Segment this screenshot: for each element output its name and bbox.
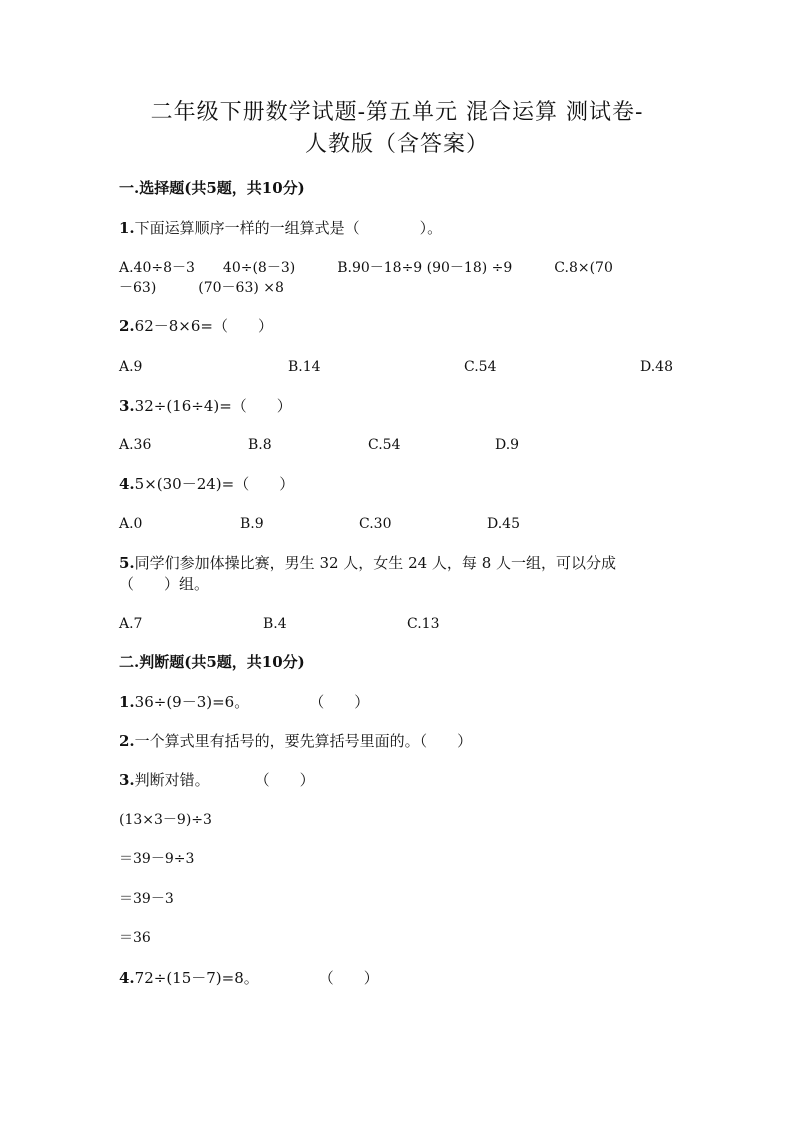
- calculation-step: (13×3－9)÷3: [119, 812, 212, 828]
- question-2: [119, 316, 273, 336]
- question-5: [119, 553, 616, 573]
- judgement-3: [119, 770, 315, 790]
- option-b: B.8: [248, 437, 272, 453]
- option-d: D.9: [495, 437, 520, 453]
- question-number: 5.: [119, 554, 135, 572]
- page-title-line-2: 人教版（含答案）: [304, 132, 489, 157]
- question-number: 4.: [119, 969, 135, 987]
- calculation-step: ＝36: [119, 930, 151, 946]
- question-number: 3.: [119, 771, 135, 789]
- question-text: 一个算式里有括号的，要先算括号里面的。（ ）: [134, 732, 473, 750]
- option-a: A.0: [119, 516, 143, 532]
- option-c: C.13: [407, 616, 440, 632]
- question-text: 下面运算顺序一样的一组算式是（ ）。: [134, 219, 443, 237]
- question-4: [119, 474, 294, 494]
- question-text: 同学们参加体操比赛，男生 32 人，女生 24 人，每 8 人一组，可以分成: [134, 554, 617, 572]
- option-d: D.45: [487, 516, 520, 532]
- section-heading-choice: 一.选择题(共5题，共10分): [119, 179, 305, 197]
- question-number: 1.: [119, 693, 135, 711]
- option-a: A.7: [119, 616, 143, 632]
- calculation-step: ＝39－3: [119, 891, 174, 907]
- judgement-4: [119, 968, 379, 988]
- option-b: B.9: [240, 516, 264, 532]
- judgement-1: [119, 692, 369, 712]
- section-heading-judgement: 二.判断题(共5题，共10分): [119, 653, 305, 671]
- page-title-line-1: 二年级下册数学试题-第五单元 混合运算 测试卷-: [150, 100, 644, 125]
- option-b: B.4: [263, 616, 287, 632]
- question-1-options-line-1: A.40÷8－3 40÷(8－3) B.90－18÷9 (90－18) ÷9 C.8×(70: [119, 260, 613, 276]
- question-number: 1.: [119, 219, 135, 237]
- option-a: A.9: [119, 359, 143, 375]
- question-number: 2.: [119, 732, 135, 750]
- judgement-2: [119, 731, 472, 751]
- question-5-text-line-2: （ ）组。: [119, 575, 210, 593]
- question-text: 72÷(15－7)=8。 （ ）: [134, 969, 379, 987]
- question-text: 62－8×6=（ ）: [134, 317, 273, 335]
- question-text: 5×(30－24)=（ ）: [134, 475, 295, 493]
- option-c: C.30: [359, 516, 392, 532]
- question-number: 4.: [119, 475, 135, 493]
- option-b: B.14: [288, 359, 321, 375]
- question-1: [119, 218, 442, 238]
- option-c: C.54: [368, 437, 401, 453]
- option-c: C.54: [464, 359, 497, 375]
- option-a: A.36: [119, 437, 152, 453]
- option-d: D.48: [640, 359, 673, 375]
- question-number: 3.: [119, 397, 135, 415]
- question-3: [119, 396, 292, 416]
- question-text: 32÷(16÷4)=（ ）: [134, 397, 292, 415]
- question-text: 判断对错。 （ ）: [134, 771, 315, 789]
- question-1-options-line-2: －63) (70－63) ×8: [119, 280, 284, 296]
- calculation-step: ＝39－9÷3: [119, 851, 195, 867]
- question-text: 36÷(9－3)=6。 （ ）: [134, 693, 370, 711]
- question-number: 2.: [119, 317, 135, 335]
